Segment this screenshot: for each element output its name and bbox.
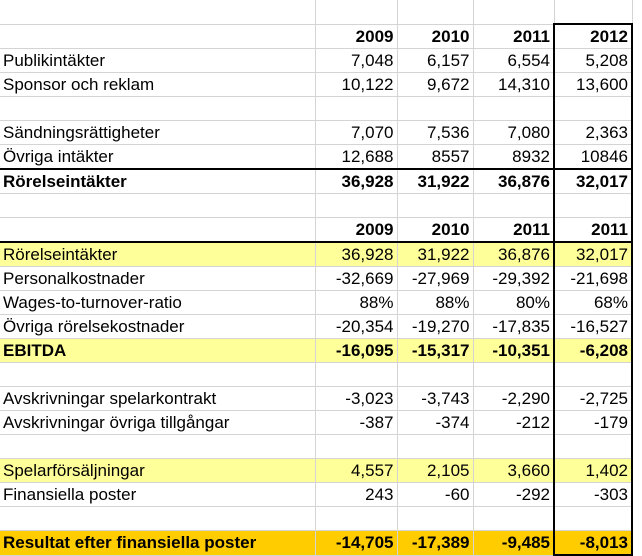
value-cell[interactable] [554,507,632,531]
value-cell[interactable]: -16,527 [554,315,632,339]
value-cell[interactable]: 36,876 [473,242,554,267]
value-cell[interactable]: -32,669 [315,267,397,291]
row-ebitda [0,339,632,363]
row-label[interactable]: Resultat efter finansiella poster [0,531,315,556]
value-cell[interactable]: 5,208 [554,49,632,73]
value-cell[interactable]: 4,557 [315,459,397,483]
value-cell[interactable] [473,435,554,459]
row-label[interactable]: Sändningsrättigheter [0,121,315,145]
value-cell[interactable]: 36,876 [473,169,554,194]
cell[interactable] [473,194,554,218]
value-cell[interactable]: -60 [397,483,473,507]
value-cell[interactable]: 2,363 [554,121,632,145]
value-cell[interactable]: 8557 [397,145,473,170]
year-2011-header-b[interactable]: 2011 [554,218,632,243]
value-cell[interactable]: -3,743 [397,387,473,411]
value-cell[interactable] [554,435,632,459]
row-label[interactable]: Rörelseintäkter [0,242,315,267]
row-ovriga-intakter [0,145,632,170]
row-wages-ratio [0,291,632,315]
value-cell[interactable]: 7,048 [315,49,397,73]
value-cell[interactable]: -2,290 [473,387,554,411]
value-cell[interactable]: -6,208 [554,339,632,363]
cell[interactable] [397,194,473,218]
value-cell[interactable]: -303 [554,483,632,507]
value-cell[interactable]: -292 [473,483,554,507]
cell[interactable] [0,194,315,218]
year-2009-header[interactable]: 2009 [315,24,397,49]
value-cell[interactable] [315,435,397,459]
value-cell[interactable]: 7,070 [315,121,397,145]
value-cell[interactable]: 2,105 [397,459,473,483]
value-cell[interactable]: 80% [473,291,554,315]
cell[interactable] [473,0,554,24]
value-cell[interactable]: -29,392 [473,267,554,291]
value-cell[interactable]: -19,270 [397,315,473,339]
value-cell[interactable]: -10,351 [473,339,554,363]
value-cell[interactable]: -17,389 [397,531,473,556]
value-cell[interactable]: 13,600 [554,73,632,97]
value-cell[interactable]: 36,928 [315,169,397,194]
value-cell[interactable]: -374 [397,411,473,435]
value-cell[interactable]: 32,017 [554,242,632,267]
row-label[interactable] [0,363,315,387]
value-cell[interactable]: -212 [473,411,554,435]
row-label[interactable]: Övriga rörelsekostnader [0,315,315,339]
value-cell[interactable] [473,97,554,121]
row-sponsor [0,73,632,97]
value-cell[interactable]: -15,317 [397,339,473,363]
cell[interactable] [554,194,632,218]
value-cell[interactable]: 12,688 [315,145,397,170]
row-label[interactable]: EBITDA [0,339,315,363]
value-cell[interactable] [315,97,397,121]
value-cell[interactable] [554,363,632,387]
value-cell[interactable]: 14,310 [473,73,554,97]
row-label[interactable]: Publikintäkter [0,49,315,73]
value-cell[interactable]: 7,080 [473,121,554,145]
value-cell[interactable]: -9,485 [473,531,554,556]
value-cell[interactable]: 8932 [473,145,554,170]
value-cell[interactable]: 7,536 [397,121,473,145]
value-cell[interactable]: 32,017 [554,169,632,194]
blank-row [0,194,632,218]
value-cell[interactable] [473,507,554,531]
value-cell[interactable]: 6,554 [473,49,554,73]
year-header-row-1 [0,24,632,49]
year-2010-header[interactable]: 2010 [397,24,473,49]
year-2011-header[interactable]: 2011 [473,24,554,49]
row-publikintakter [0,49,632,73]
row-label[interactable] [0,97,315,121]
value-cell[interactable]: 68% [554,291,632,315]
header-label-cell[interactable] [0,218,315,243]
value-cell[interactable]: -179 [554,411,632,435]
value-cell[interactable] [397,97,473,121]
row-label[interactable] [0,507,315,531]
year-2009-header[interactable]: 2009 [315,218,397,243]
value-cell[interactable] [315,363,397,387]
value-cell[interactable] [473,363,554,387]
row-label[interactable] [0,435,315,459]
cell[interactable] [397,0,473,24]
value-cell[interactable]: -21,698 [554,267,632,291]
row-label[interactable]: Spelarförsäljningar [0,459,315,483]
value-cell[interactable]: 3,660 [473,459,554,483]
blank-row [0,435,632,459]
cell[interactable] [554,0,632,24]
value-cell[interactable]: 10846 [554,145,632,170]
value-cell[interactable] [315,507,397,531]
year-2011-header[interactable]: 2011 [473,218,554,243]
value-cell[interactable]: -8,013 [554,531,632,556]
row-personalkostnader [0,267,632,291]
value-cell[interactable] [397,363,473,387]
row-label[interactable]: Wages-to-turnover-ratio [0,291,315,315]
year-2012-header[interactable]: 2012 [554,24,632,49]
value-cell[interactable]: -20,354 [315,315,397,339]
blank-row [0,507,632,531]
value-cell[interactable]: 6,157 [397,49,473,73]
value-cell[interactable]: 9,672 [397,73,473,97]
row-label[interactable]: Avskrivningar övriga tillgångar [0,411,315,435]
value-cell[interactable]: -16,095 [315,339,397,363]
year-2010-header[interactable]: 2010 [397,218,473,243]
value-cell[interactable]: 88% [397,291,473,315]
value-cell[interactable] [397,507,473,531]
row-spelarforsaljningar [0,459,632,483]
row-label[interactable]: Avskrivningar spelarkontrakt [0,387,315,411]
value-cell[interactable]: 1,402 [554,459,632,483]
row-finansiella-poster [0,483,632,507]
row-label[interactable]: Övriga intäkter [0,145,315,170]
cell[interactable] [0,0,315,24]
row-rorelseintakter [0,242,632,267]
value-cell[interactable]: 10,122 [315,73,397,97]
row-label[interactable]: Finansiella poster [0,483,315,507]
cell[interactable] [315,194,397,218]
value-cell[interactable]: -14,705 [315,531,397,556]
blank-row [0,0,632,24]
row-rorelseintakter-total [0,169,632,194]
header-label-cell[interactable] [0,24,315,49]
value-cell[interactable]: 36,928 [315,242,397,267]
blank-row [0,363,632,387]
value-cell[interactable] [397,435,473,459]
value-cell[interactable]: -387 [315,411,397,435]
row-label[interactable]: Personalkostnader [0,267,315,291]
row-label[interactable]: Sponsor och reklam [0,73,315,97]
value-cell[interactable]: -3,023 [315,387,397,411]
row-label[interactable]: Rörelseintäkter [0,169,315,194]
row-sandningsrattigheter [0,121,632,145]
value-cell[interactable]: 243 [315,483,397,507]
value-cell[interactable]: -17,835 [473,315,554,339]
row-ovriga-rorelsekostnader [0,315,632,339]
cell[interactable] [315,0,397,24]
value-cell[interactable]: 88% [315,291,397,315]
value-cell[interactable] [554,97,632,121]
value-cell[interactable]: -2,725 [554,387,632,411]
value-cell[interactable]: 31,922 [397,169,473,194]
value-cell[interactable]: -27,969 [397,267,473,291]
row-avskrivningar-spelarkontrakt [0,387,632,411]
year-header-row-2 [0,218,632,243]
row-avskrivningar-ovriga [0,411,632,435]
value-cell[interactable]: 31,922 [397,242,473,267]
blank-row [0,97,632,121]
